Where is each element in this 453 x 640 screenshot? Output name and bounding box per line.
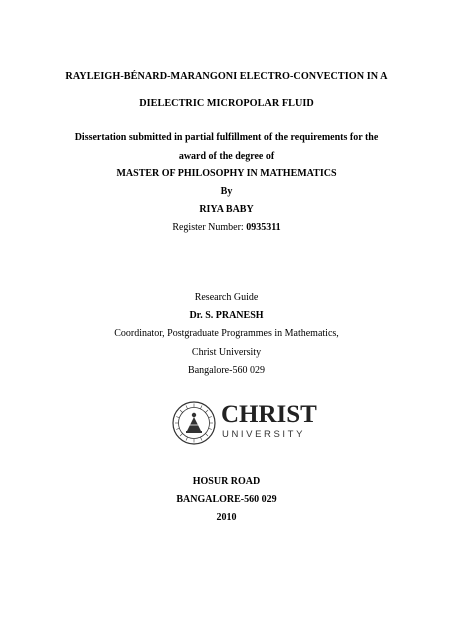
christ-university-logo bbox=[172, 401, 317, 445]
logo-word: CHRIST bbox=[221, 401, 317, 428]
thesis-title-line-2: DIELECTRIC MICROPOLAR FLUID bbox=[139, 98, 314, 109]
guide-label: Research Guide bbox=[194, 292, 259, 303]
guide-city: Bangalore-560 029 bbox=[188, 365, 265, 376]
year: 2010 bbox=[216, 512, 237, 523]
address-line-2: BANGALORE-560 029 bbox=[176, 494, 277, 505]
by-label: By bbox=[220, 186, 233, 197]
submission-statement-line-1: Dissertation submitted in partial fulfillment of the requirements for the bbox=[74, 132, 379, 143]
register-number-line bbox=[0, 222, 453, 234]
guide-position: Coordinator, Postgraduate Programmes in Mathematics, bbox=[114, 328, 339, 339]
author-name: RIYA BABY bbox=[199, 204, 254, 215]
degree-name: MASTER OF PHILOSOPHY IN MATHEMATICS bbox=[116, 168, 337, 179]
thesis-title-line-1: RAYLEIGH-BÉNARD-MARANGONI ELECTRO-CONVECTION IN A bbox=[65, 71, 388, 82]
guide-name: Dr. S. PRANESH bbox=[189, 310, 264, 321]
register-label: Register Number: bbox=[172, 222, 247, 233]
address-line-1: HOSUR ROAD bbox=[192, 476, 261, 487]
register-number: 0935311 bbox=[246, 222, 281, 233]
logo-subtitle: UNIVERSITY bbox=[222, 429, 306, 440]
guide-institution: Christ University bbox=[191, 347, 262, 358]
submission-statement-line-2: award of the degree of bbox=[178, 151, 275, 162]
university-seal-icon bbox=[172, 401, 216, 445]
